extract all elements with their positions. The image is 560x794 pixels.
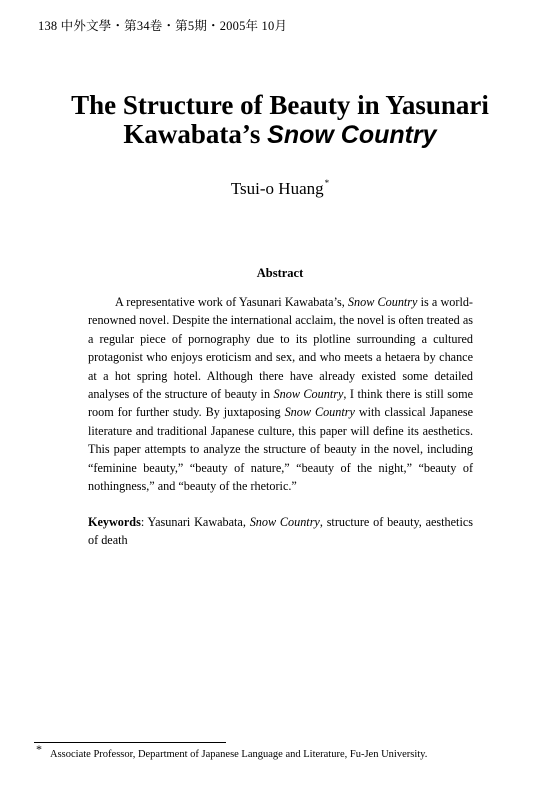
abstract-body (88, 293, 473, 495)
author (0, 178, 560, 199)
abstract-heading: Abstract (256, 266, 304, 280)
keywords-text-1: : Yasunari Kawabata, (140, 515, 250, 529)
footnote-text: Associate Professor, Department of Japanese Language and Literature, Fu-Jen University. (50, 749, 428, 760)
abstract-text-1: A representative work of Yasunari Kawabata’s, (115, 295, 348, 309)
author-footnote-mark: * (324, 178, 330, 188)
title-line-2-text: Kawabata’s (123, 119, 268, 149)
keywords-italic: Snow Country (249, 515, 320, 529)
title-novel-name: Snow Country (267, 121, 437, 149)
paper-title (30, 91, 530, 150)
abstract-italic-3: Snow Country (284, 405, 355, 420)
footnote-mark: * (36, 742, 42, 756)
abstract-text-4: with classical Japanese literature and traditional Japanese culture, this paper will define its aesthetics. This paper attempts to analyze the structure of beauty in the novel, including “feminine beauty,” “beauty of nature,” “beauty of the night,” “beauty of nothingness,” and “beauty of the rhetoric.” (88, 405, 474, 494)
footnote-rule (34, 742, 226, 743)
keywords-label: Keywords (88, 515, 141, 529)
abstract-italic-1: Snow Country (347, 295, 418, 309)
title-line-1: The Structure of Beauty in Yasunari (71, 90, 489, 120)
footnote (36, 742, 428, 761)
keywords-text-2: , structure of beauty, aesthetics of death (88, 515, 473, 548)
author-name: Tsui-o Huang (230, 179, 324, 198)
title-line-2 (30, 120, 530, 150)
abstract-italic-2: Snow Country (273, 387, 344, 402)
abstract-text-3: , I think there is still some room for further study. By juxtaposing (88, 387, 473, 420)
abstract-text-2: is a world-renowned novel. Despite the international acclaim, the novel is often treated as a regular piece of pornography due to its plotline surrounding a cultured protagonist who enjoys eroticism and sex, and who meets a hetaera by chance at a hot spring hotel. Although there have already existed some detailed analyses of the structure of beauty in (88, 295, 473, 402)
keywords (88, 513, 473, 550)
running-header: 138 中外文學・第34卷・第5期・2005年 10月 (38, 19, 288, 33)
